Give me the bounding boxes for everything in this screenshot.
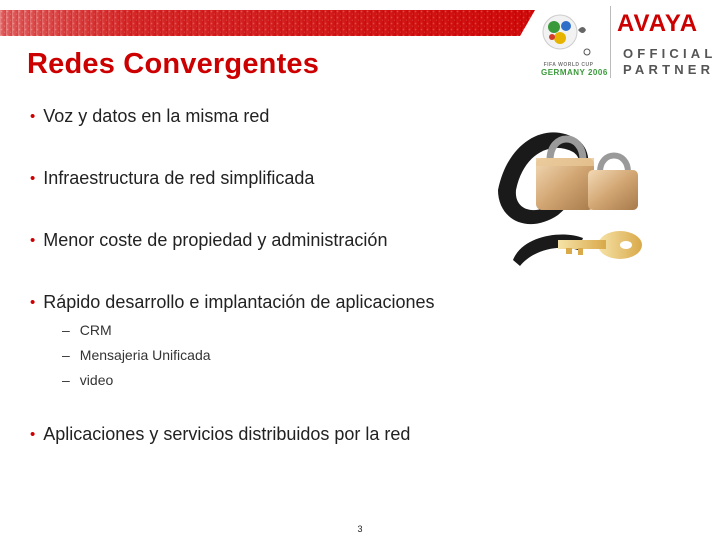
logo-divider: [610, 6, 611, 78]
bullet-text: Infraestructura de red simplificada: [43, 168, 315, 188]
bullet-text: Aplicaciones y servicios distribuidos por la red: [43, 424, 411, 444]
worldcup-caption: [541, 62, 608, 77]
bullet-item: [30, 424, 410, 445]
sub-bullet-text: video: [79, 372, 114, 388]
avaya-logo: AVAYA: [617, 10, 699, 37]
dash-icon: –: [62, 347, 70, 363]
padlock-key-illustration: [488, 120, 658, 280]
slide-title: Redes Convergentes: [27, 48, 320, 80]
bullet-item: [30, 168, 314, 189]
worldcup-small-text: FIFA WORLD CUP: [543, 62, 594, 68]
partner-label: PARTNER: [623, 62, 715, 77]
bullet-dot-icon: •: [30, 170, 36, 187]
bullet-text: Menor coste de propiedad y administración: [43, 230, 388, 250]
bullet-dot-icon: •: [30, 108, 36, 125]
sub-bullet-item: [62, 322, 112, 338]
sub-bullet-item: [62, 372, 113, 388]
sub-bullet-text: CRM: [79, 322, 112, 338]
sub-bullet-text: Mensajeria Unificada: [79, 347, 211, 363]
page-number: 3: [357, 524, 363, 534]
padlock-icon: [588, 156, 638, 211]
bullet-item: [30, 230, 387, 251]
worldcup-emblem-icon: [543, 15, 590, 55]
bullet-dot-icon: •: [30, 294, 36, 311]
sub-bullet-item: [62, 347, 211, 363]
header-red-band: [0, 10, 535, 36]
bullet-dot-icon: •: [30, 426, 36, 443]
official-label: OFFICIAL: [623, 46, 717, 61]
bullet-dot-icon: •: [30, 232, 36, 249]
dash-icon: –: [62, 372, 70, 388]
bullet-item: [30, 106, 269, 127]
bullet-item: [30, 292, 435, 313]
bullet-text: Voz y datos en la misma red: [43, 106, 270, 126]
worldcup-main-text: GERMANY 2006: [541, 68, 608, 77]
bullet-text: Rápido desarrollo e implantación de aplicaciones: [43, 292, 435, 312]
dash-icon: –: [62, 322, 70, 338]
